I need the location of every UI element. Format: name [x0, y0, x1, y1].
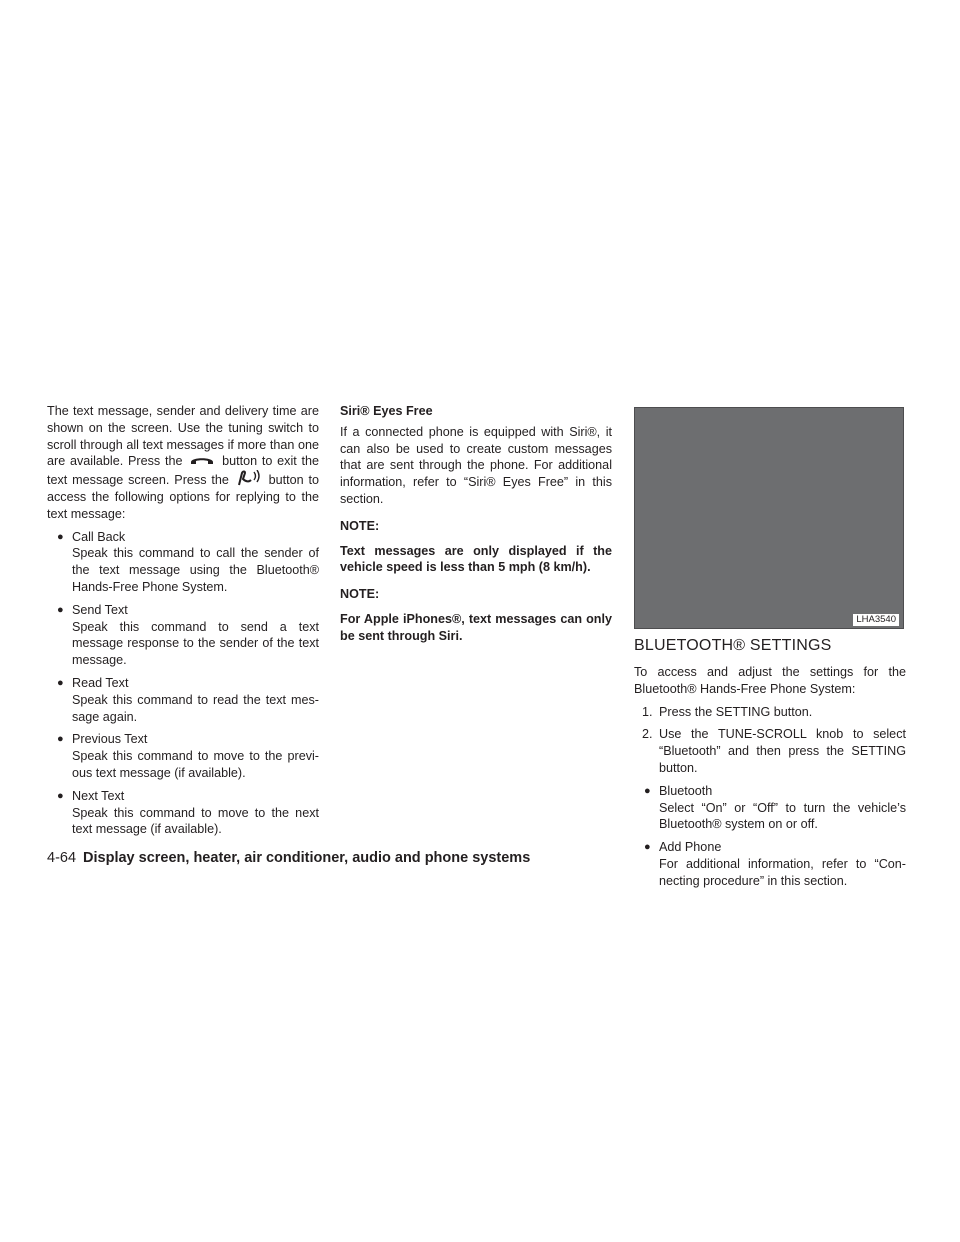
bullet-icon: ●: [57, 676, 64, 689]
step-1: [634, 704, 906, 721]
option-title: Read Text: [72, 675, 129, 690]
setting-add-phone: [634, 839, 906, 889]
option-send-text: [47, 602, 319, 669]
step-2: [634, 726, 906, 776]
intro-text-c: button to access the following options for replying to the text message:: [47, 473, 319, 521]
page-number: 4-64: [47, 850, 77, 866]
option-next-text: [47, 788, 319, 838]
figure-image: [634, 407, 904, 629]
setting-title: Add Phone: [659, 840, 722, 855]
intro-text-a: The text message, sender and delivery time are shown on the screen. Use the tuning switch to scroll through all text messages if more than one are available. Press the: [47, 404, 319, 469]
setting-title: Bluetooth: [659, 783, 713, 798]
setting-text: For additional information, refer to “Con-necting procedure” in this section.: [659, 856, 906, 888]
setting-text: Select “On” or “Off” to turn the vehicle’s Bluetooth® system on or off.: [659, 800, 906, 832]
option-text: Speak this command to read the text mes-sage again.: [72, 692, 319, 724]
option-previous-text: [47, 731, 319, 781]
note-text: Text messages are only displayed if the vehicle speed is less than 5 mph (8 km/h).: [340, 543, 612, 575]
intro-text-b: button to exit the text message screen. Press the: [47, 454, 320, 488]
siri-heading: Siri® Eyes Free: [340, 404, 433, 418]
bullet-icon: ●: [57, 733, 64, 746]
note-text: For Apple iPhones®, text messages can only be sent through Siri.: [340, 611, 612, 643]
column-left: [47, 403, 319, 838]
bullet-icon: ●: [57, 789, 64, 802]
step-number: 1.: [642, 704, 653, 719]
option-text: Speak this command to move to the previ-ous text message (if available).: [72, 749, 319, 780]
step-text: Use the TUNE-SCROLL knob to select “Bluetooth” and then press the SETTING button.: [659, 727, 906, 775]
figure-id: LHA3540: [853, 614, 899, 626]
settings-intro: To access and adjust the settings for the Bluetooth® Hands-Free Phone System:: [634, 665, 906, 696]
column-middle: [340, 403, 612, 645]
option-title: Previous Text: [72, 732, 148, 747]
option-text: Speak this command to send a text message response to the sender of the text message.: [72, 619, 319, 668]
option-call-back: [47, 529, 319, 596]
column-right: [634, 664, 906, 890]
bullet-icon: ●: [644, 841, 651, 854]
bullet-icon: ●: [57, 603, 64, 616]
option-title: Next Text: [72, 788, 125, 803]
siri-paragraph: If a connected phone is equipped with Siri®, it can also be used to create custom messages that are sent through the phone. For additional information, refer to “Siri® Eyes Free” in this section.: [340, 424, 612, 506]
option-title: Call Back: [72, 529, 126, 544]
intro-paragraph: [47, 403, 319, 523]
chapter-title: Display screen, heater, air conditioner, audio and phone systems: [83, 850, 531, 866]
option-text: Speak this command to move to the next text message (if available).: [72, 805, 319, 837]
option-read-text: [47, 675, 319, 725]
phone-hangup-icon: [187, 453, 217, 467]
option-title: Send Text: [72, 602, 128, 617]
option-text: Speak this command to call the sender of the text message using the Bluetooth® Hands-Free Phone System.: [72, 546, 319, 594]
step-number: 2.: [642, 727, 653, 742]
section-title: BLUETOOTH® SETTINGS: [634, 637, 832, 654]
page-footer: [47, 850, 530, 866]
note-label: NOTE:: [340, 587, 380, 602]
setting-bluetooth: [634, 783, 906, 833]
voice-talk-icon: [234, 470, 264, 484]
bullet-icon: ●: [644, 784, 651, 797]
step-text: Press the SETTING button.: [659, 704, 813, 719]
bullet-icon: ●: [57, 530, 64, 543]
note-label: NOTE:: [340, 518, 380, 533]
